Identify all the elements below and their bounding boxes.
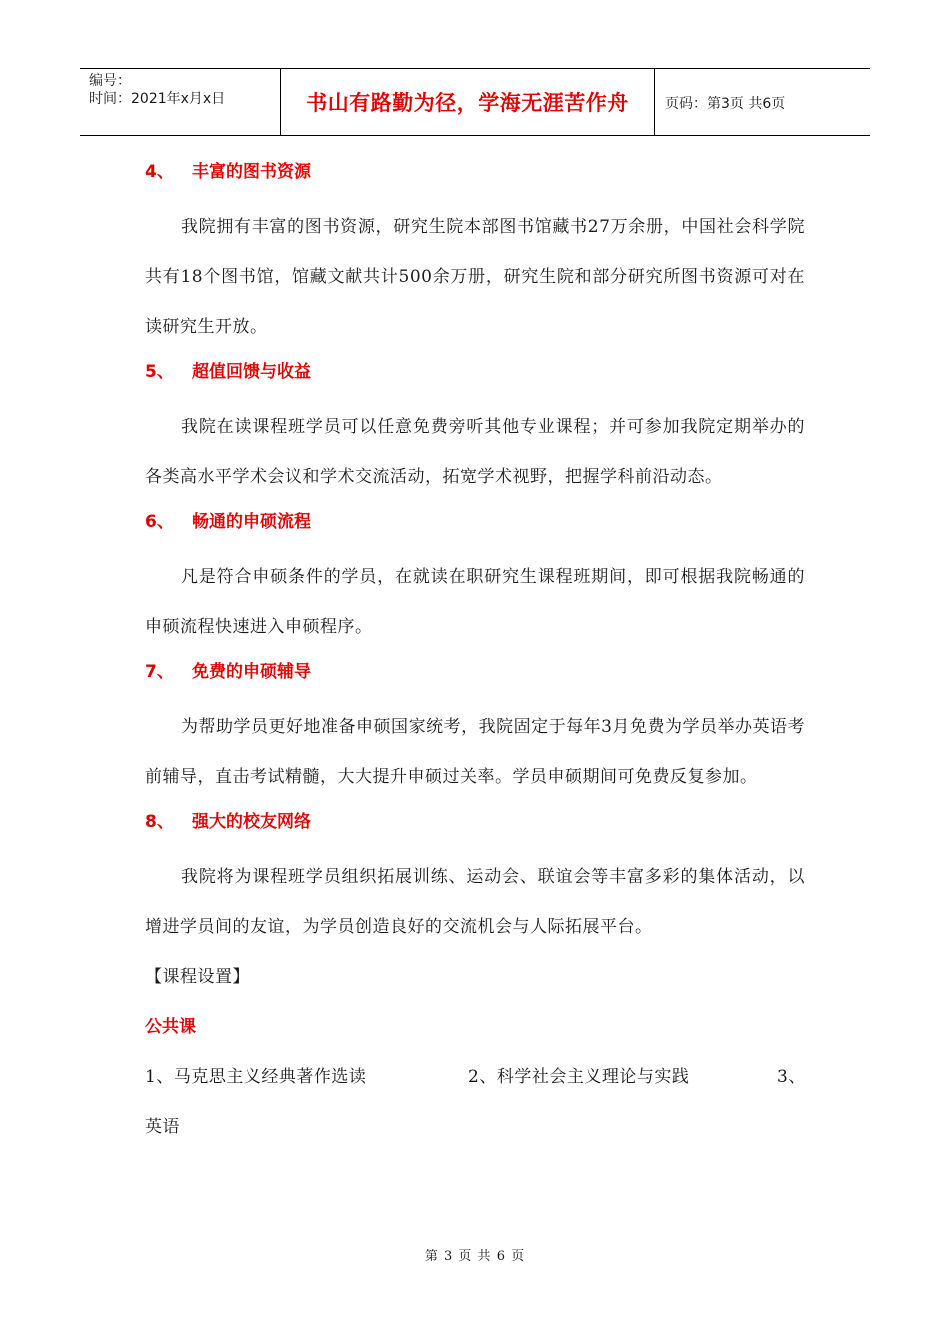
course-item-2: 2、科学社会主义理论与实践 (468, 1067, 690, 1087)
page-header (80, 68, 870, 136)
course-list-row (145, 1052, 805, 1102)
doc-number-label: 编号： (89, 73, 131, 89)
section-title: 超值回馈与收益 (192, 362, 311, 382)
section-number: 4、 (145, 162, 174, 182)
section-title: 畅通的申硕流程 (192, 512, 311, 532)
course-item-3-name: 英语 (145, 1117, 180, 1137)
section-paragraph-7: 为帮助学员更好地准备申硕国家统考，我院固定于每年3月免费为学员举办英语考前辅导，直击考试精髓，大大提升申硕过关率。学员申硕期间可免费反复参加。 (145, 717, 805, 787)
section-number: 6、 (145, 512, 174, 532)
header-motto: 书山有路勤为径，学海无涯苦作舟 (306, 91, 629, 115)
doc-time-label: 时间：2021年x月x日 (89, 91, 226, 107)
section-paragraph-6: 凡是符合申硕条件的学员，在就读在职研究生课程班期间，即可根据我院畅通的申硕流程快速进入申硕程序。 (145, 567, 805, 637)
header-meta (80, 69, 281, 135)
section-number: 8、 (145, 812, 174, 832)
section-heading-4 (145, 152, 805, 202)
header-motto-cell (281, 69, 655, 135)
document-body (145, 152, 805, 1152)
section-heading-8 (145, 802, 805, 852)
section-paragraph-4: 我院拥有丰富的图书资源，研究生院本部图书馆藏书27万余册，中国社会科学院共有18个图书馆，馆藏文献共计500余万册，研究生院和部分研究所图书资源可对在读研究生开放。 (145, 217, 805, 337)
section-paragraph-8: 我院将为课程班学员组织拓展训练、运动会、联谊会等丰富多彩的集体活动，以增进学员间的友谊，为学员创造良好的交流机会与人际拓展平台。 (145, 867, 805, 937)
course-item-3-number: 3、 (777, 1067, 806, 1087)
section-number: 7、 (145, 662, 174, 682)
section-paragraph-5: 我院在读课程班学员可以任意免费旁听其他专业课程；并可参加我院定期举办的各类高水平学术会议和学术交流活动，拓宽学术视野，把握学科前沿动态。 (145, 417, 805, 487)
course-item-1: 1、马克思主义经典著作选读 (145, 1067, 367, 1087)
section-title: 免费的申硕辅导 (192, 662, 311, 682)
header-page-label: 页码：第3页 共6页 (665, 96, 786, 112)
header-page-cell (655, 69, 870, 135)
section-title: 强大的校友网络 (192, 812, 311, 832)
section-heading-5 (145, 352, 805, 402)
public-course-heading: 公共课 (145, 1017, 196, 1037)
section-heading-7 (145, 652, 805, 702)
section-title: 丰富的图书资源 (192, 162, 311, 182)
page-footer: 第 3 页 共 6 页 (424, 1249, 526, 1264)
course-setting-heading: 【课程设置】 (145, 967, 250, 987)
section-number: 5、 (145, 362, 174, 382)
section-heading-6 (145, 502, 805, 552)
